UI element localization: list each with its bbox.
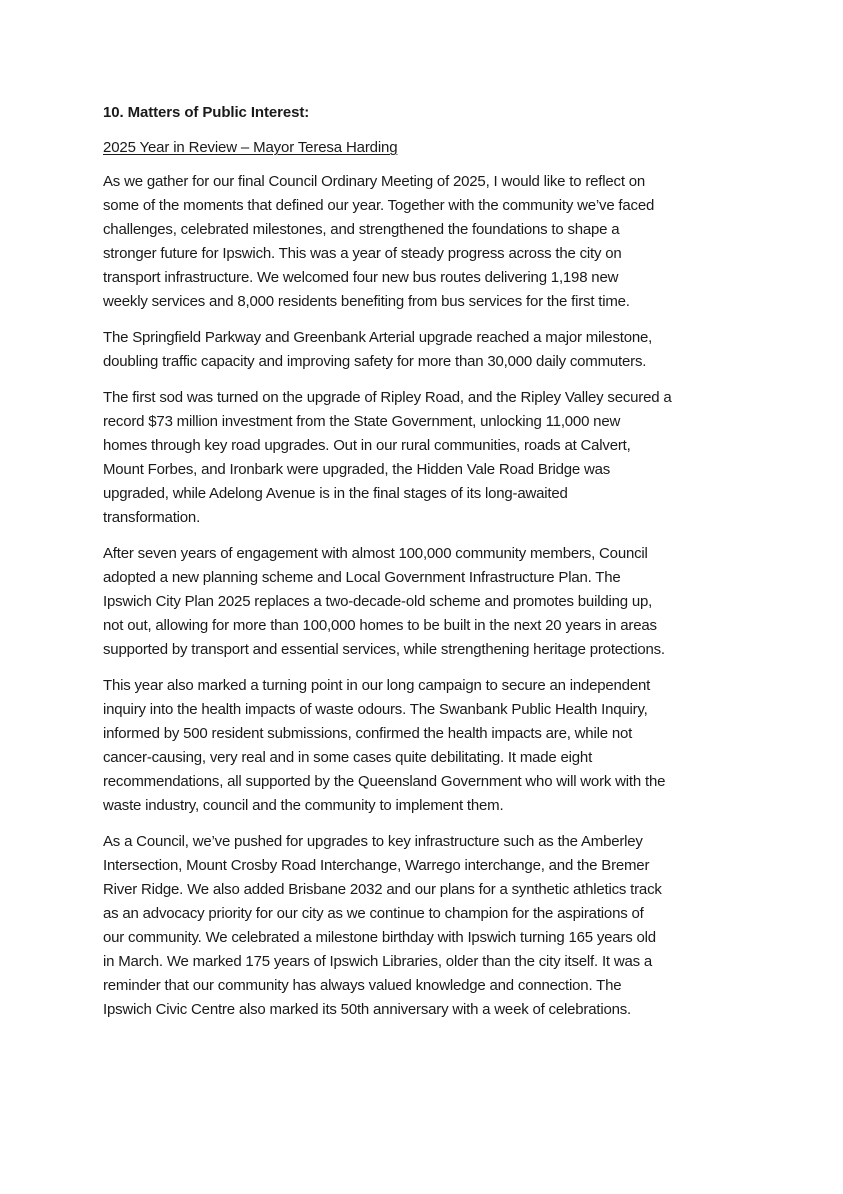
text-line: cancer-causing, very real and in some cases quite debilitating. It made eight	[103, 749, 593, 766]
text-line: in March. We marked 175 years of Ipswich Libraries, older than the city itself. It was a	[103, 953, 653, 970]
text-line: upgraded, while Adelong Avenue is in the final stages of its long-awaited	[103, 485, 568, 502]
text-line: waste industry, council and the community to implement them.	[103, 797, 504, 814]
text-line: The first sod was turned on the upgrade of Ripley Road, and the Ripley Valley secured a	[103, 389, 672, 406]
text-line: transport infrastructure. We welcomed four new bus routes delivering 1,198 new	[103, 269, 619, 286]
text-line: not out, allowing for more than 100,000 homes to be built in the next 20 years in areas	[103, 617, 657, 634]
paragraph-ripley-road	[103, 386, 763, 530]
paragraph-bus-routes	[103, 170, 763, 314]
paragraph-planning-scheme	[103, 542, 763, 662]
paragraph-springfield-parkway	[103, 326, 763, 374]
text-line: adopted a new planning scheme and Local Government Infrastructure Plan. The	[103, 569, 621, 586]
text-line: transformation.	[103, 509, 201, 526]
text-line: supported by transport and essential services, while strengthening heritage protections.	[103, 641, 665, 658]
document-page	[103, 103, 763, 1034]
paragraph-health-inquiry	[103, 674, 763, 818]
text-line: weekly services and 8,000 residents benefiting from bus services for the first time.	[103, 293, 630, 310]
text-line: River Ridge. We also added Brisbane 2032 and our plans for a synthetic athletics track	[103, 881, 662, 898]
text-line: Mount Forbes, and Ironbark were upgraded, the Hidden Vale Road Bridge was	[103, 461, 611, 478]
text-line: inquiry into the health impacts of waste odours. The Swanbank Public Health Inquiry,	[103, 701, 648, 718]
text-line: This year also marked a turning point in our long campaign to secure an independent	[103, 677, 651, 694]
text-line: After seven years of engagement with almost 100,000 community members, Council	[103, 545, 648, 562]
text-line: as an advocacy priority for our city as we continue to champion for the aspirations of	[103, 905, 644, 922]
text-line: Ipswich City Plan 2025 replaces a two-decade-old scheme and promotes building up,	[103, 593, 653, 610]
text-line: doubling traffic capacity and improving safety for more than 30,000 daily commuters.	[103, 353, 647, 370]
text-line: homes through key road upgrades. Out in our rural communities, roads at Calvert,	[103, 437, 631, 454]
text-line: Ipswich Civic Centre also marked its 50th anniversary with a week of celebrations.	[103, 1001, 632, 1018]
text-line: record $73 million investment from the State Government, unlocking 11,000 new	[103, 413, 621, 430]
text-line: informed by 500 resident submissions, confirmed the health impacts are, while not	[103, 725, 633, 742]
section-heading: 10. Matters of Public Interest:	[103, 104, 310, 121]
text-line: As we gather for our final Council Ordinary Meeting of 2025, I would like to reflect on	[103, 173, 646, 190]
subheading: 2025 Year in Review – Mayor Teresa Harding	[103, 139, 398, 156]
paragraph-advocacy	[103, 830, 763, 1022]
text-line: Intersection, Mount Crosby Road Interchange, Warrego interchange, and the Bremer	[103, 857, 650, 874]
text-line: our community. We celebrated a milestone birthday with Ipswich turning 165 years old	[103, 929, 656, 946]
text-line: recommendations, all supported by the Queensland Government who will work with the	[103, 773, 666, 790]
text-line: As a Council, we’ve pushed for upgrades to key infrastructure such as the Amberley	[103, 833, 643, 850]
text-line: some of the moments that defined our year. Together with the community we’ve faced	[103, 197, 655, 214]
text-line: stronger future for Ipswich. This was a year of steady progress across the city on	[103, 245, 622, 262]
text-line: challenges, celebrated milestones, and strengthened the foundations to shape a	[103, 221, 620, 238]
text-line: The Springfield Parkway and Greenbank Arterial upgrade reached a major milestone,	[103, 329, 653, 346]
text-line: reminder that our community has always valued knowledge and connection. The	[103, 977, 622, 994]
